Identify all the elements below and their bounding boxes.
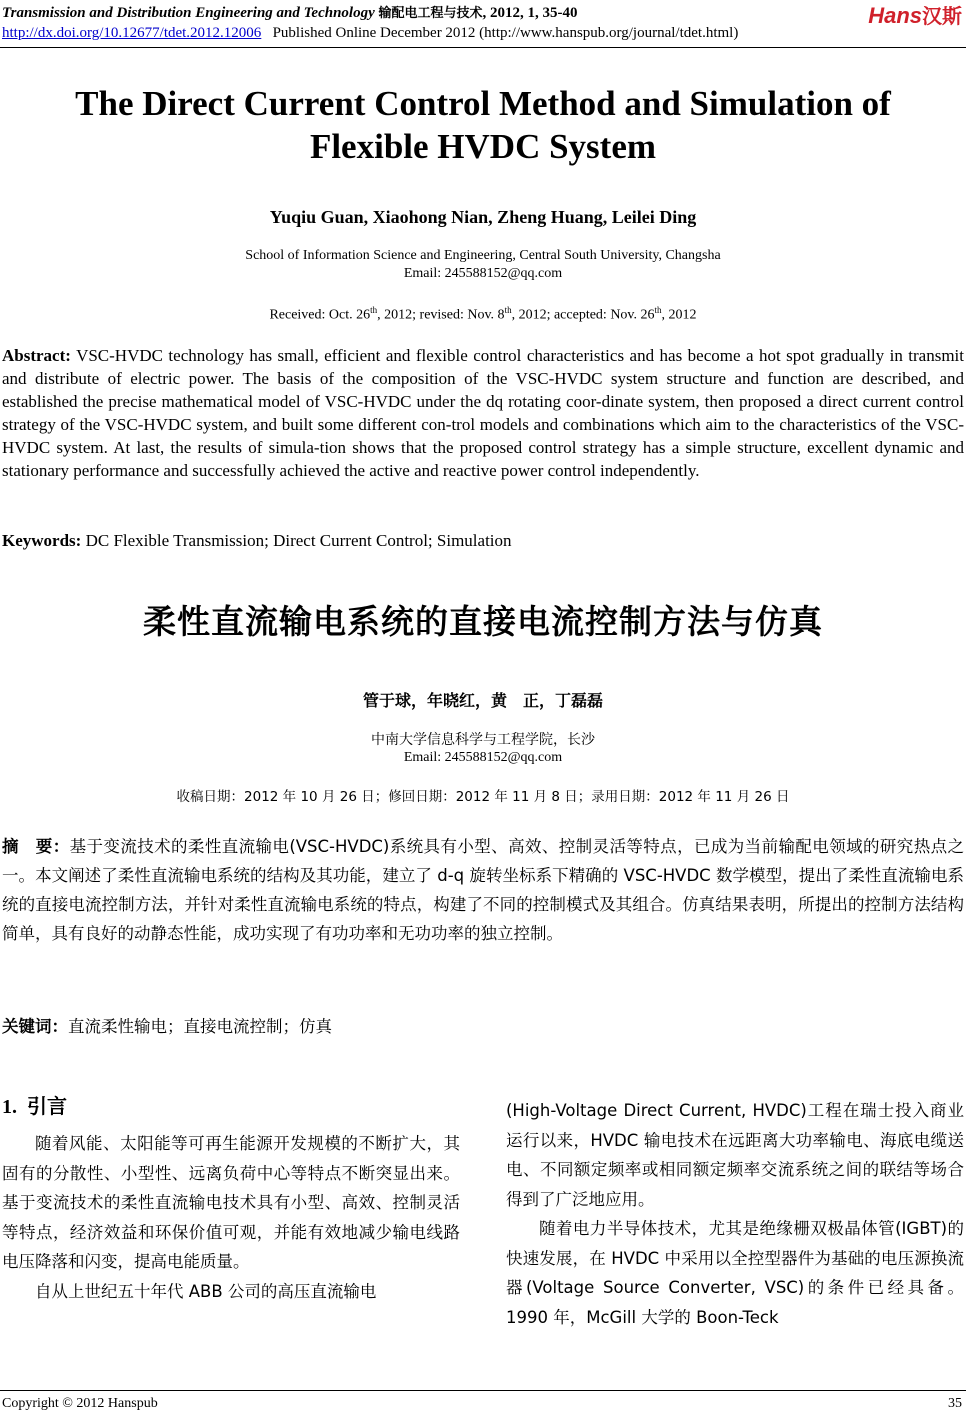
- affiliation-en: School of Information Science and Engineering, Central South University, Changsha: [245, 248, 721, 263]
- col2-paragraph-2: 随着电力半导体技术，尤其是绝缘栅双极晶体管(IGBT)的快速发展，在 HVDC 中采用以全控型器件为基础的电压源换流器(Voltage Source Converter, VSC)的条件已经具备。1990 年，McGill 大学的 Boon-Teck: [506, 1219, 964, 1327]
- authors-cn: 管于球，年晓红，黄 正，丁磊磊: [362, 691, 603, 710]
- keywords-en: [2, 529, 964, 552]
- abstract-cn: [2, 832, 964, 948]
- section-title: 引言: [27, 1094, 67, 1118]
- page-number: 35: [948, 1396, 962, 1411]
- abstract-label: Abstract:: [2, 346, 71, 365]
- journal-volume: , 2012, 1, 35-40: [482, 5, 578, 21]
- col1-paragraph-2: 自从上世纪五十年代 ABB 公司的高压直流输电: [35, 1281, 377, 1301]
- paper-title-cn: 柔性直流输电系统的直接电流控制方法与仿真: [143, 602, 823, 641]
- keywords-label: Keywords:: [2, 531, 82, 550]
- section-heading-1: [2, 1090, 67, 1119]
- journal-name-en: Transmission and Distribution Engineering and Technology: [2, 5, 375, 21]
- doi-line: [2, 25, 738, 42]
- abstract-cn-text: 基于变流技术的柔性直流输电(VSC-HVDC)系统具有小型、高效、控制灵活等特点，已成为当前输配电领域的研究热点之一。本文阐述了柔性直流输电系统的结构及其功能，建立了 d-q 旋转坐标系下精确的 VSC-HVDC 数学模型，提出了柔性直流输电系统的直接电流控制方法，并针对柔性直流输电系统的特点，构建了不同的控制模式及其组合。仿真结果表明，所提出的控制方法结构简单，具有良好的动静态性能，成功实现了有功功率和无功功率的独立控制。: [2, 837, 965, 943]
- logo-text-cn: 汉斯: [922, 4, 962, 28]
- journal-name-cn: 输配电工程与技术: [378, 6, 483, 21]
- dates-cn: 收稿日期：2012 年 10 月 26 日；修回日期：2012 年 11 月 8 日；录用日期：2012 年 11 月 26 日: [176, 789, 790, 805]
- email-en: Email: 245588152@qq.com: [403, 266, 563, 281]
- affiliation-cn: 中南大学信息科学与工程学院，长沙: [371, 732, 595, 748]
- keywords-cn-text: 直流柔性输电；直接电流控制；仿真: [68, 1017, 332, 1036]
- abstract-text: VSC-HVDC technology has small, efficient and flexible control characteristics and has become a hot spot gradually in transmit and distribute of electric power. The basis of the composition of the VSC-HVDC system structure and function are described, and established the precise mathematical model of VSC-HVDC under the dq rotating coor-dinate system, then proposed a direct current control strategy of the VSC-HVDC system, and built some different con-trol models and combinations which aim to the characteristics of the VSC-HVDC system. At last, the results of simula-tion shows that the proposed control strategy has a simple structure, excellent dynamic and stationary performance and successfully achieved the active and reactive power control independently.: [2, 346, 964, 480]
- column-right: [506, 1096, 964, 1332]
- paper-title-en: [0, 82, 966, 168]
- abstract-en: [2, 344, 964, 482]
- keywords-cn-label: 关键词：: [2, 1017, 68, 1036]
- title-line-1: The Direct Current Control Method and Simulation of: [75, 84, 891, 123]
- footer-copyright: Copyright © 2012 Hanspub: [2, 1396, 158, 1411]
- doi-link[interactable]: http://dx.doi.org/10.12677/tdet.2012.12006: [2, 25, 262, 41]
- authors-en: Yuqiu Guan, Xiaohong Nian, Zheng Huang, Leilei Ding: [269, 207, 697, 227]
- abstract-cn-label: 摘 要：: [2, 837, 70, 856]
- journal-header: [2, 2, 578, 22]
- header-divider: [0, 47, 966, 48]
- footer-divider: [0, 1390, 966, 1391]
- title-line-2: Flexible HVDC System: [309, 127, 657, 166]
- keywords-cn: [2, 1012, 964, 1041]
- col1-paragraph-1: 随着风能、太阳能等可再生能源开发规模的不断扩大，其固有的分散性、小型性、远离负荷中心等特点不断突显出来。基于变流技术的柔性直流输电技术具有小型、高效、控制灵活等特点，经济效益和环保价值可观，并能有效地减少输电线路电压降落和闪变，提高电能质量。: [2, 1134, 460, 1271]
- col2-paragraph-1: (High-Voltage Direct Current, HVDC)工程在瑞士投入商业运行以来，HVDC 输电技术在远距离大功率输电、海底电缆送电、不同额定频率或相同额定频率交流系统之间的联结等场合得到了广泛地应用。: [506, 1101, 964, 1209]
- published-info: Published Online December 2012 (http://www.hanspub.org/journal/tdet.html): [272, 25, 739, 41]
- section-number: 1.: [2, 1096, 17, 1118]
- email-cn: Email: 245588152@qq.com: [403, 750, 563, 765]
- keywords-text: DC Flexible Transmission; Direct Current Control; Simulation: [85, 531, 512, 550]
- publisher-logo: [868, 0, 962, 29]
- column-left: [2, 1129, 460, 1306]
- logo-text-en: Hans: [868, 3, 922, 28]
- received-dates: Received: Oct. 26th, 2012; revised: Nov. 8th, 2012; accepted: Nov. 26th, 2012: [269, 305, 697, 323]
